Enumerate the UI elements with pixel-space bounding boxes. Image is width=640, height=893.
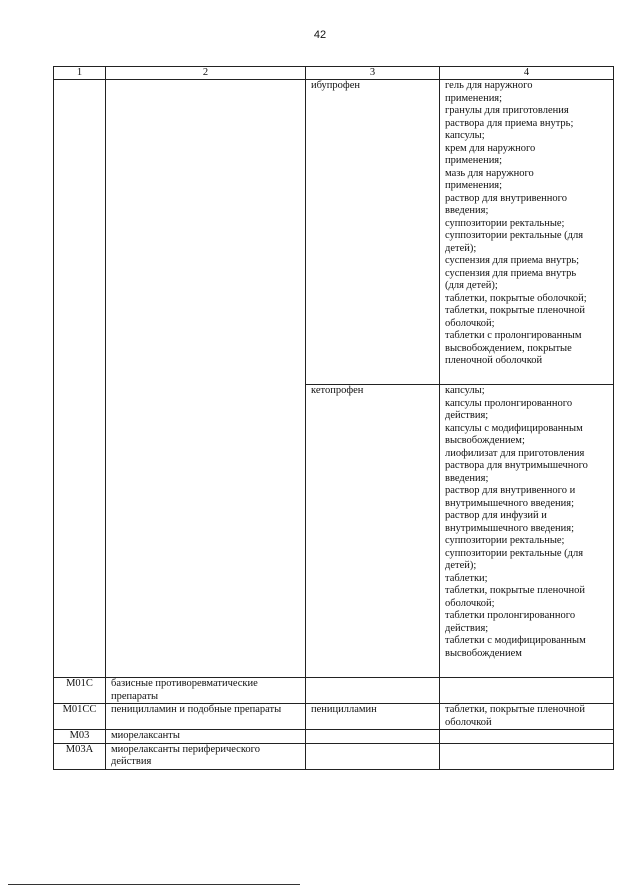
dosage-form-line: таблетки пролонгированного bbox=[445, 610, 576, 621]
dosage-forms-cell bbox=[440, 678, 614, 704]
atc-group-cell: миорелаксанты периферического действия bbox=[106, 743, 306, 769]
dosage-form-line: таблетки, покрытые оболочкой; bbox=[445, 292, 587, 304]
dosage-form-line: применения; bbox=[445, 155, 503, 166]
table-row bbox=[54, 704, 614, 730]
table-row bbox=[54, 678, 614, 704]
code-cell-empty bbox=[54, 80, 106, 678]
drug-name-cell: ибупрофен bbox=[306, 80, 440, 385]
atc-group-cell: пеницилламин и подобные препараты bbox=[106, 704, 306, 730]
column-header-1: 1 bbox=[54, 67, 106, 80]
dosage-form-line: детей); bbox=[445, 560, 477, 571]
dosage-form-line: таблетки с модифицированным bbox=[445, 635, 586, 646]
table-row bbox=[54, 80, 614, 385]
column-header-2: 2 bbox=[106, 67, 306, 80]
dosage-form-line: раствора для внутримышечного bbox=[445, 460, 588, 471]
dosage-form-line: капсулы; bbox=[445, 130, 485, 141]
dosage-forms-cell bbox=[440, 385, 614, 678]
drug-name-cell: пеницилламин bbox=[306, 704, 440, 730]
dosage-forms-list bbox=[445, 80, 608, 368]
atc-group-cell: миорелаксанты bbox=[106, 730, 306, 744]
dosage-form-line: таблетки; bbox=[445, 572, 488, 584]
dosage-form-line: суспензия для приема внутрь bbox=[445, 267, 577, 279]
dosage-form-line: раствора для приема внутрь; bbox=[445, 117, 574, 129]
dosage-form-line: суппозитории ректальные; bbox=[445, 535, 565, 546]
dosage-form-line: гранулы для приготовления bbox=[445, 105, 569, 116]
page-number: 42 bbox=[313, 29, 327, 41]
dosage-form-line: капсулы пролонгированного bbox=[445, 397, 573, 409]
drug-table bbox=[53, 66, 614, 770]
group-cell-empty bbox=[106, 80, 306, 678]
dosage-form-line: суппозитории ректальные (для bbox=[445, 547, 584, 559]
drug-name-cell bbox=[306, 678, 440, 704]
dosage-forms-list bbox=[445, 385, 608, 660]
dosage-form-line: таблетки, покрытые пленочной bbox=[445, 305, 586, 316]
dosage-form-line: суппозитории ректальные (для bbox=[445, 230, 584, 241]
dosage-form-line: таблетки, покрытые пленочной bbox=[445, 585, 586, 596]
atc-code-cell: M01CC bbox=[54, 704, 106, 730]
dosage-form-line: введения; bbox=[445, 205, 489, 216]
dosage-form-line: мазь для наружного bbox=[445, 167, 534, 179]
atc-code-cell: M03A bbox=[54, 743, 106, 769]
dosage-form-line: гель для наружного bbox=[445, 80, 533, 91]
dosage-form-line: капсулы с модифицированным bbox=[445, 422, 583, 434]
dosage-forms-cell bbox=[440, 80, 614, 385]
dosage-form-line: введения; bbox=[445, 472, 489, 484]
atc-code-cell: M03 bbox=[54, 730, 106, 744]
atc-code-cell: M01C bbox=[54, 678, 106, 704]
drug-name-cell bbox=[306, 743, 440, 769]
table-row bbox=[54, 743, 614, 769]
table-header-row bbox=[54, 67, 614, 80]
dosage-form-line: крем для наружного bbox=[445, 142, 536, 154]
dosage-form-line: раствор для внутривенного bbox=[445, 192, 567, 204]
dosage-form-line: оболочкой; bbox=[445, 597, 495, 609]
dosage-form-line: детей); bbox=[445, 242, 477, 254]
dosage-form-line: внутримышечного введения; bbox=[445, 497, 575, 509]
dosage-form-line: внутримышечного введения; bbox=[445, 522, 575, 534]
dosage-forms-cell bbox=[440, 743, 614, 769]
column-header-4: 4 bbox=[440, 67, 614, 80]
dosage-form-line: оболочкой; bbox=[445, 317, 495, 329]
atc-group-cell: базисные противоревматические препараты bbox=[106, 678, 306, 704]
drug-name-cell bbox=[306, 730, 440, 744]
dosage-form-line: лиофилизат для приготовления bbox=[445, 447, 585, 459]
dosage-form-line: пленочной оболочкой bbox=[445, 355, 543, 366]
dosage-form-line: действия; bbox=[445, 410, 489, 421]
dosage-forms-cell bbox=[440, 730, 614, 744]
dosage-form-line: высвобождением, покрытые bbox=[445, 342, 572, 354]
dosage-form-line: раствор для инфузий и bbox=[445, 510, 547, 521]
dosage-form-line: высвобождением; bbox=[445, 435, 525, 446]
dosage-form-line: действия; bbox=[445, 622, 489, 634]
footer-rule bbox=[8, 884, 300, 885]
dosage-form-line: суппозитории ректальные; bbox=[445, 217, 565, 229]
dosage-form-line: капсулы; bbox=[445, 385, 485, 396]
dosage-form-line: таблетки с пролонгированным bbox=[445, 330, 582, 341]
dosage-form-line: (для детей); bbox=[445, 280, 498, 291]
dosage-form-line: применения; bbox=[445, 180, 503, 191]
column-header-3: 3 bbox=[306, 67, 440, 80]
dosage-form-line: высвобождением bbox=[445, 647, 522, 659]
drug-name-cell: кетопрофен bbox=[306, 385, 440, 678]
dosage-forms-cell: таблетки, покрытые пленочной оболочкой bbox=[440, 704, 614, 730]
dosage-form-line: применения; bbox=[445, 92, 503, 104]
table-row bbox=[54, 730, 614, 744]
dosage-form-line: раствор для внутривенного и bbox=[445, 485, 576, 496]
dosage-form-line: суспензия для приема внутрь; bbox=[445, 255, 580, 266]
